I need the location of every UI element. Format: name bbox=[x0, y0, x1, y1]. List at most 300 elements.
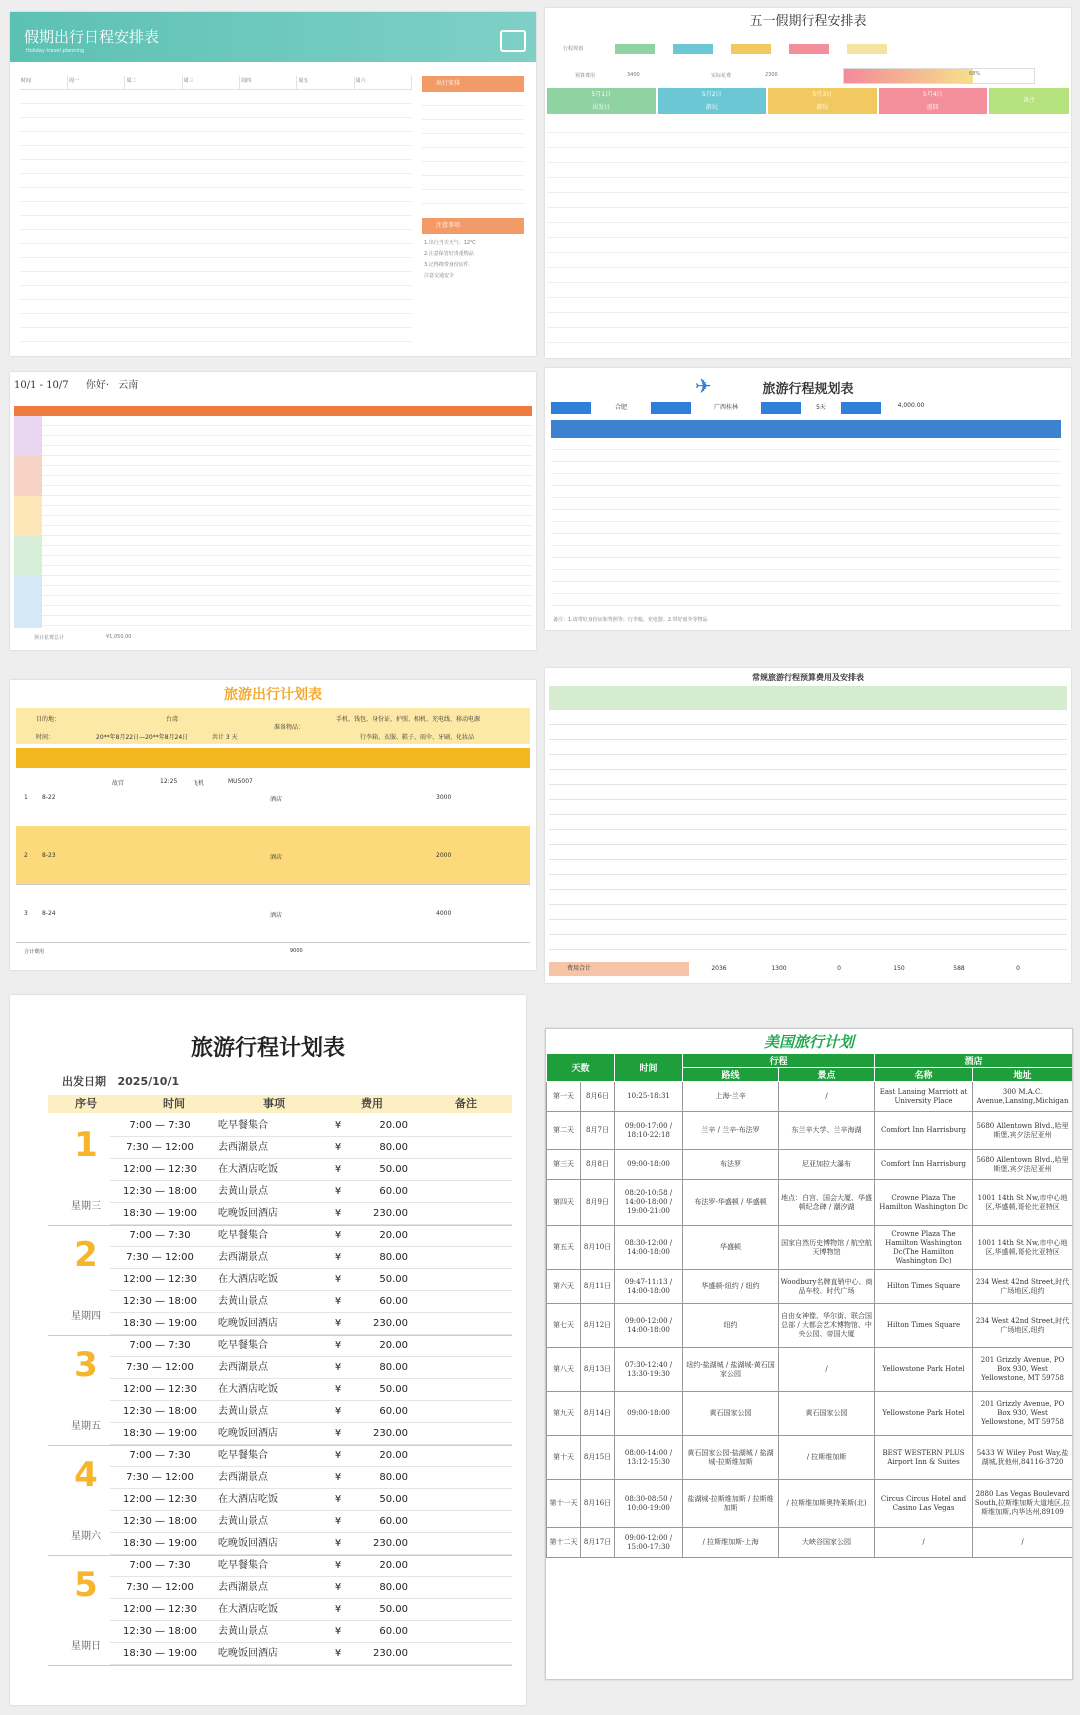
total-value: ¥1,050.00 bbox=[106, 634, 132, 640]
day-column: 5月2日 游玩 bbox=[658, 88, 767, 114]
table-row bbox=[547, 1150, 1073, 1180]
cell-addr: 201 Grizzly Avenue, PO Box 930, West Yellowstone, MT 59758 bbox=[973, 1348, 1073, 1392]
cell-addr: 234 West 42nd Street,时代广场地区,纽约 bbox=[973, 1304, 1073, 1348]
cell-name: Hilton Times Square bbox=[875, 1304, 973, 1348]
table-row bbox=[547, 1112, 1073, 1150]
item-fee: 20.00 bbox=[379, 1340, 408, 1351]
cell-route: 华盛顿 bbox=[683, 1226, 779, 1270]
item-time: 7:00 — 7:30 bbox=[129, 1560, 191, 1571]
item-fee: 80.00 bbox=[379, 1472, 408, 1483]
item-fee: 230.00 bbox=[373, 1208, 408, 1219]
cell-spot: Woodbury名牌直销中心、商品车校、时代广场 bbox=[779, 1270, 875, 1304]
row-place: 故宫 bbox=[112, 780, 125, 787]
cell-name: Yellowstone Park Hotel bbox=[875, 1392, 973, 1436]
cell-spot: 大峡谷国家公园 bbox=[779, 1528, 875, 1558]
day-block bbox=[48, 1115, 512, 1226]
list-item bbox=[110, 1599, 512, 1621]
row-date: 8-22 bbox=[42, 794, 56, 801]
cell-date: 8月13日 bbox=[581, 1348, 615, 1392]
cell-spot: 自由女神像、华尔街、联合国总部 / 大都会艺术博物馆、中央公园、帝国大厦 bbox=[779, 1304, 875, 1348]
item-yen: ¥ bbox=[334, 1120, 342, 1131]
panel-title: 旅游行程计划表 bbox=[190, 1036, 345, 1061]
cell-date: 8月7日 bbox=[581, 1112, 615, 1150]
cell-date: 8月6日 bbox=[581, 1082, 615, 1112]
item-item: 在大酒店吃饭 bbox=[218, 1384, 278, 1395]
cell-name: East Lansing Marriott at University Place bbox=[875, 1082, 973, 1112]
item-fee: 50.00 bbox=[379, 1274, 408, 1285]
row-day: 2 bbox=[24, 852, 28, 859]
notice-title: 注意事项 bbox=[422, 218, 524, 234]
time-value: 20**年8月22日—20**年8月24日 bbox=[96, 734, 189, 741]
item-item: 去黄山景点 bbox=[218, 1186, 268, 1197]
cell-addr: 234 West 42nd Street,时代广场地区,纽约 bbox=[973, 1270, 1073, 1304]
table-row bbox=[547, 1304, 1073, 1348]
item-yen: ¥ bbox=[334, 1428, 342, 1439]
plane-icon: ✈ bbox=[695, 374, 712, 398]
list-item bbox=[110, 1313, 512, 1335]
item-yen: ¥ bbox=[334, 1362, 342, 1373]
day-number: 3 bbox=[74, 1345, 98, 1385]
list-item bbox=[110, 1643, 512, 1665]
cell-addr: 5680 Allentown Blvd.,哈里斯堡,宾夕法尼亚州 bbox=[973, 1112, 1073, 1150]
item-time: 12:30 — 18:00 bbox=[123, 1186, 197, 1197]
item-item: 去西湖景点 bbox=[218, 1142, 268, 1153]
item-time: 7:00 — 7:30 bbox=[129, 1340, 191, 1351]
cell-time: 09:00-17:00 / 18:10-22:18 bbox=[615, 1112, 683, 1150]
item-fee: 80.00 bbox=[379, 1362, 408, 1373]
item-time: 12:00 — 12:30 bbox=[123, 1164, 197, 1175]
item-fee: 230.00 bbox=[373, 1428, 408, 1439]
cell-addr: 2880 Las Vegas Boulevard South,拉斯维加斯大道地区,拉斯维加斯,内华达州,89109 bbox=[973, 1480, 1073, 1528]
cell-name: Yellowstone Park Hotel bbox=[875, 1348, 973, 1392]
item-item: 吃早餐集合 bbox=[218, 1450, 268, 1461]
item-fee: 80.00 bbox=[379, 1142, 408, 1153]
item-yen: ¥ bbox=[334, 1516, 342, 1527]
cell-date: 8月12日 bbox=[581, 1304, 615, 1348]
day-number: 4 bbox=[74, 1455, 98, 1495]
list-item bbox=[110, 1423, 512, 1445]
cell-addr: / bbox=[973, 1528, 1073, 1558]
row-fee: 2000 bbox=[436, 852, 452, 859]
item-time: 7:30 — 12:00 bbox=[126, 1252, 194, 1263]
budget-progress-bar bbox=[843, 68, 1035, 84]
item-item: 去黄山景点 bbox=[218, 1296, 268, 1307]
list-item bbox=[110, 1159, 512, 1181]
budget-table-panel[interactable] bbox=[545, 668, 1071, 983]
cell-date: 8月11日 bbox=[581, 1270, 615, 1304]
day-number: 1 bbox=[74, 1125, 98, 1165]
item-yen: ¥ bbox=[334, 1230, 342, 1241]
total-value: 9000 bbox=[290, 948, 303, 954]
cell-name: Circus Circus Hotel and Casino Las Vegas bbox=[875, 1480, 973, 1528]
cell-time: 08:30-12:00 / 14:00-18:00 bbox=[615, 1226, 683, 1270]
panel-title: 常规旅游行程预算费用及安排表 bbox=[752, 673, 864, 682]
item-item: 在大酒店吃饭 bbox=[218, 1494, 278, 1505]
item-yen: ¥ bbox=[334, 1252, 342, 1263]
header-time: 时间 bbox=[615, 1054, 683, 1082]
item-time: 12:30 — 18:00 bbox=[123, 1516, 197, 1527]
header-hotel-name: 名称 bbox=[875, 1068, 973, 1082]
item-time: 7:00 — 7:30 bbox=[129, 1450, 191, 1461]
item-item: 吃早餐集合 bbox=[218, 1230, 268, 1241]
cell-time: 09:00-18:00 bbox=[615, 1150, 683, 1180]
cell-day: 第十天 bbox=[547, 1436, 581, 1480]
cell-date: 8月8日 bbox=[581, 1150, 615, 1180]
item-item: 在大酒店吃饭 bbox=[218, 1164, 278, 1175]
item-time: 7:30 — 12:00 bbox=[126, 1472, 194, 1483]
item-item: 吃晚饭回酒店 bbox=[218, 1538, 278, 1549]
cell-day: 第六天 bbox=[547, 1270, 581, 1304]
calendar-icon bbox=[500, 30, 526, 52]
item-yen: ¥ bbox=[334, 1186, 342, 1197]
weekday: 星期四 bbox=[71, 1311, 101, 1322]
cell-name: Crowne Plaza The Hamilton Washington Dc bbox=[875, 1180, 973, 1226]
item-fee: 50.00 bbox=[379, 1384, 408, 1395]
cell-route: / 拉斯维加斯-上海 bbox=[683, 1528, 779, 1558]
row-date: 8-23 bbox=[42, 852, 56, 859]
panel-subtitle: Holiday travel planning bbox=[26, 48, 85, 54]
day-column: 5月3日 游玩 bbox=[768, 88, 877, 114]
item-fee: 60.00 bbox=[379, 1406, 408, 1417]
day-block bbox=[48, 1445, 512, 1556]
cell-time: 09:00-18:00 bbox=[615, 1392, 683, 1436]
list-item bbox=[110, 1203, 512, 1225]
item-time: 18:30 — 19:00 bbox=[123, 1538, 197, 1549]
item-yen: ¥ bbox=[334, 1560, 342, 1571]
note-item: 注意交通安全 bbox=[424, 273, 455, 279]
cell-time: 08:30-08:50 / 10:00-19:00 bbox=[615, 1480, 683, 1528]
item-yen: ¥ bbox=[334, 1450, 342, 1461]
item-item: 去西湖景点 bbox=[218, 1472, 268, 1483]
item-yen: ¥ bbox=[334, 1472, 342, 1483]
row-day: 3 bbox=[24, 910, 28, 917]
panel-title: 假期出行日程安排表 bbox=[24, 28, 160, 46]
item-yen: ¥ bbox=[334, 1494, 342, 1505]
total-label: 合计费用 bbox=[24, 949, 45, 955]
item-time: 12:00 — 12:30 bbox=[123, 1274, 197, 1285]
cell-addr: 1001 14th St Nw,市中心地区,华盛顿,哥伦比亚特区 bbox=[973, 1180, 1073, 1226]
cell-route: 盐湖城-拉斯维加斯 / 拉斯维加斯 bbox=[683, 1480, 779, 1528]
day-block bbox=[48, 1335, 512, 1446]
item-item: 去黄山景点 bbox=[218, 1626, 268, 1637]
item-item: 在大酒店吃饭 bbox=[218, 1604, 278, 1615]
item-item: 吃晚饭回酒店 bbox=[218, 1428, 278, 1439]
item-yen: ¥ bbox=[334, 1582, 342, 1593]
item-item: 吃晚饭回酒店 bbox=[218, 1648, 278, 1659]
item-yen: ¥ bbox=[334, 1406, 342, 1417]
row-fee: 3000 bbox=[436, 794, 452, 801]
table-row bbox=[547, 1082, 1073, 1112]
usa-itinerary-table bbox=[546, 1053, 1073, 1558]
item-time: 7:00 — 7:30 bbox=[129, 1120, 191, 1131]
cell-name: Comfort Inn Harrisburg bbox=[875, 1150, 973, 1180]
item-fee: 50.00 bbox=[379, 1164, 408, 1175]
cell-day: 第五天 bbox=[547, 1226, 581, 1270]
item-yen: ¥ bbox=[334, 1208, 342, 1219]
cell-time: 08:00-14:00 / 13:12-15:30 bbox=[615, 1436, 683, 1480]
cell-route: 兰辛 / 兰辛-布法罗 bbox=[683, 1112, 779, 1150]
day-block bbox=[48, 1225, 512, 1336]
item-fee: 230.00 bbox=[373, 1648, 408, 1659]
item-item: 吃早餐集合 bbox=[218, 1120, 268, 1131]
day-column: 备注 bbox=[989, 88, 1069, 114]
dest-label: 目的地： bbox=[36, 716, 61, 723]
holiday-schedule-panel[interactable] bbox=[10, 12, 536, 356]
cell-date: 8月9日 bbox=[581, 1180, 615, 1226]
panel-title: 旅游出行计划表 bbox=[224, 687, 322, 703]
panel-title: 美国旅行计划 bbox=[763, 1033, 854, 1051]
table-row bbox=[547, 1270, 1073, 1304]
list-item bbox=[110, 1489, 512, 1511]
header-hotel-address: 地址 bbox=[973, 1068, 1073, 1082]
cell-spot: 国家自然历史博物馆 / 航空航天博物馆 bbox=[779, 1226, 875, 1270]
cell-time: 09:47-11:13 / 14:00-18:00 bbox=[615, 1270, 683, 1304]
sum-value: 0 bbox=[1016, 965, 1020, 972]
item-fee: 60.00 bbox=[379, 1186, 408, 1197]
item-item: 吃晚饭回酒店 bbox=[218, 1208, 278, 1219]
item-time: 7:30 — 12:00 bbox=[126, 1142, 194, 1153]
cell-day: 第七天 bbox=[547, 1304, 581, 1348]
item-yen: ¥ bbox=[334, 1340, 342, 1351]
note-item: 1.出行当天天气：12℃ bbox=[424, 240, 476, 246]
cell-day: 第十一天 bbox=[547, 1480, 581, 1528]
table-header: 序号 时间 事项 费用 备注 bbox=[48, 1095, 512, 1113]
item-item: 去西湖景点 bbox=[218, 1252, 268, 1263]
table-row bbox=[547, 1528, 1073, 1558]
actual-value: 2300 bbox=[765, 72, 778, 78]
budget-percent: 68% bbox=[969, 71, 981, 77]
item-time: 7:30 — 12:00 bbox=[126, 1582, 194, 1593]
schedule-banner bbox=[10, 12, 536, 62]
header-trip: 行程 bbox=[683, 1054, 875, 1068]
total-label: 预计花费总计 bbox=[34, 635, 65, 641]
table-row bbox=[547, 1392, 1073, 1436]
plan-label: 行程规划 bbox=[563, 46, 584, 52]
cell-name: BEST WESTERN PLUS Airport Inn & Suites bbox=[875, 1436, 973, 1480]
cell-date: 8月10日 bbox=[581, 1226, 615, 1270]
cell-route: 纽约-盐湖城 / 盐湖城-黄石国家公园 bbox=[683, 1348, 779, 1392]
row-time: 12:25 bbox=[160, 778, 178, 785]
departure-date: 出发日期 2025/10/1 bbox=[62, 1075, 180, 1088]
cell-addr: 201 Grizzly Avenue, PO Box 930, West Yellowstone, MT 59758 bbox=[973, 1392, 1073, 1436]
cell-spot: / 拉斯维加斯奥特莱斯(北) bbox=[779, 1480, 875, 1528]
dest-value: 台湾 bbox=[166, 716, 179, 723]
note-item: 2.注意保管好贵重物品 bbox=[424, 251, 474, 257]
sum-value: 1300 bbox=[771, 965, 787, 972]
list-item bbox=[110, 1291, 512, 1313]
item-item: 吃早餐集合 bbox=[218, 1340, 268, 1351]
header-spot: 景点 bbox=[779, 1068, 875, 1082]
may-day-schedule-panel[interactable] bbox=[545, 8, 1071, 358]
header-day: 天数 bbox=[547, 1054, 615, 1082]
weekday: 星期三 bbox=[71, 1201, 101, 1212]
taiwan-plan-panel[interactable] bbox=[10, 680, 536, 970]
table-row bbox=[547, 1480, 1073, 1528]
cell-time: 09:00-12:00 / 15:00-17:30 bbox=[615, 1528, 683, 1558]
day-column: 5月4日 返回 bbox=[879, 88, 988, 114]
day-number: 2 bbox=[74, 1235, 98, 1275]
item-fee: 60.00 bbox=[379, 1516, 408, 1527]
cell-route: 上海-兰辛 bbox=[683, 1082, 779, 1112]
guilin-plan-panel[interactable] bbox=[545, 368, 1071, 630]
table-row bbox=[547, 1226, 1073, 1270]
item-fee: 50.00 bbox=[379, 1604, 408, 1615]
list-item bbox=[110, 1445, 512, 1467]
list-item bbox=[110, 1225, 512, 1247]
table-row bbox=[547, 1348, 1073, 1392]
item-time: 18:30 — 19:00 bbox=[123, 1208, 197, 1219]
list-item bbox=[110, 1269, 512, 1291]
prep-items-1: 手机、钱包、身份证、护照、相机、充电线、移动电源 bbox=[336, 716, 481, 723]
item-time: 12:00 — 12:30 bbox=[123, 1494, 197, 1505]
item-yen: ¥ bbox=[334, 1142, 342, 1153]
item-time: 7:30 — 12:00 bbox=[126, 1362, 194, 1373]
budget-value: 3400 bbox=[627, 72, 640, 78]
row-date: 8-24 bbox=[42, 910, 56, 917]
sum-value: 2036 bbox=[711, 965, 727, 972]
row-hotel: 酒店 bbox=[270, 854, 283, 861]
cell-day: 第二天 bbox=[547, 1112, 581, 1150]
item-item: 去西湖景点 bbox=[218, 1582, 268, 1593]
cell-route: 黄石国家公园 bbox=[683, 1392, 779, 1436]
cell-name: Hilton Times Square bbox=[875, 1270, 973, 1304]
cell-addr: 5433 W Wiley Post Way,盐湖城,犹他州,84116-3720 bbox=[973, 1436, 1073, 1480]
list-item bbox=[110, 1467, 512, 1489]
item-time: 12:00 — 12:30 bbox=[123, 1604, 197, 1615]
prep-items-2: 行李箱、衣服、鞋子、雨伞、牙刷、化妆品 bbox=[360, 734, 475, 741]
cell-date: 8月14日 bbox=[581, 1392, 615, 1436]
cell-time: 08:20-10:58 / 14:00-18:00 / 19:00-21:00 bbox=[615, 1180, 683, 1226]
item-item: 去黄山景点 bbox=[218, 1406, 268, 1417]
cell-date: 8月17日 bbox=[581, 1528, 615, 1558]
cell-name: Crowne Plaza The Hamilton Washington Dc(The Hamilton Washington Dc) bbox=[875, 1226, 973, 1270]
item-time: 7:00 — 7:30 bbox=[129, 1230, 191, 1241]
row-day: 1 bbox=[24, 794, 28, 801]
item-fee: 230.00 bbox=[373, 1318, 408, 1329]
table-row bbox=[547, 1436, 1073, 1480]
greeting: 你好· bbox=[85, 380, 110, 391]
list-item bbox=[110, 1511, 512, 1533]
usa-travel-panel[interactable] bbox=[545, 1028, 1073, 1680]
sum-value: 588 bbox=[953, 965, 965, 972]
weekday: 星期六 bbox=[71, 1531, 101, 1542]
item-yen: ¥ bbox=[334, 1604, 342, 1615]
cell-spot: 地点：白宫、国会大厦、华盛顿纪念碑 / 潮汐湖 bbox=[779, 1180, 875, 1226]
list-item bbox=[110, 1577, 512, 1599]
sum-label: 费用合计 bbox=[549, 962, 609, 976]
item-time: 12:30 — 18:00 bbox=[123, 1296, 197, 1307]
item-item: 在大酒店吃饭 bbox=[218, 1274, 278, 1285]
item-time: 12:30 — 18:00 bbox=[123, 1626, 197, 1637]
weekday: 星期日 bbox=[71, 1641, 101, 1652]
list-item bbox=[110, 1401, 512, 1423]
header-route: 路线 bbox=[683, 1068, 779, 1082]
item-time: 12:30 — 18:00 bbox=[123, 1406, 197, 1417]
panel-title: 旅游行程规划表 bbox=[762, 382, 854, 397]
from-city: 合肥 bbox=[614, 404, 627, 411]
item-time: 12:00 — 12:30 bbox=[123, 1384, 197, 1395]
day-block bbox=[48, 1555, 512, 1666]
cell-route: 华盛顿-纽约 / 纽约 bbox=[683, 1270, 779, 1304]
weekday: 星期五 bbox=[71, 1421, 101, 1432]
cell-addr: 5680 Allentown Blvd.,哈里斯堡,宾夕法尼亚州 bbox=[973, 1150, 1073, 1180]
day-number: 5 bbox=[74, 1565, 98, 1605]
cell-route: 纽约 bbox=[683, 1304, 779, 1348]
cell-date: 8月15日 bbox=[581, 1436, 615, 1480]
cell-day: 第十二天 bbox=[547, 1528, 581, 1558]
item-yen: ¥ bbox=[334, 1164, 342, 1175]
day-column: 5月1日 出发日 bbox=[547, 88, 656, 114]
time-label: 时间： bbox=[36, 734, 55, 741]
item-time: 18:30 — 19:00 bbox=[123, 1648, 197, 1659]
row-flight-no: MU5007 bbox=[228, 778, 253, 785]
cell-route: 黄石国家公园-盐湖城 / 盐湖城-拉斯维加斯 bbox=[683, 1436, 779, 1480]
cell-name: / bbox=[875, 1528, 973, 1558]
cell-time: 10:25-18:31 bbox=[615, 1082, 683, 1112]
list-item bbox=[110, 1357, 512, 1379]
list-item bbox=[110, 1115, 512, 1137]
item-fee: 20.00 bbox=[379, 1120, 408, 1131]
side-info-title: 出行安排 bbox=[422, 76, 524, 92]
cell-day: 第一天 bbox=[547, 1082, 581, 1112]
list-item bbox=[110, 1247, 512, 1269]
row-transport: 飞机 bbox=[192, 780, 205, 787]
cell-route: 布法罗 bbox=[683, 1150, 779, 1180]
item-yen: ¥ bbox=[334, 1274, 342, 1285]
schedule-grid: 时间 周一 周二 周三 周四 周五 周六 bbox=[20, 76, 412, 346]
cell-time: 09:00-12:00 / 14:00-18:00 bbox=[615, 1304, 683, 1348]
item-fee: 20.00 bbox=[379, 1230, 408, 1241]
cell-day: 第九天 bbox=[547, 1392, 581, 1436]
note-text: 备注：1.请带好身份证和驾照等；行李箱，充电器；2.带好雨伞等物品 bbox=[553, 617, 708, 623]
yunnan-itinerary-panel[interactable] bbox=[10, 372, 536, 650]
cell-route: 布法罗-华盛顿 / 华盛顿 bbox=[683, 1180, 779, 1226]
cell-day: 第三天 bbox=[547, 1150, 581, 1180]
list-item bbox=[110, 1137, 512, 1159]
to-city: 广西桂林 bbox=[713, 404, 738, 411]
item-yen: ¥ bbox=[334, 1384, 342, 1395]
cell-day: 第八天 bbox=[547, 1348, 581, 1392]
item-item: 去西湖景点 bbox=[218, 1362, 268, 1373]
sum-value: 0 bbox=[837, 965, 841, 972]
list-item bbox=[110, 1621, 512, 1643]
sum-value: 150 bbox=[893, 965, 905, 972]
list-item bbox=[110, 1335, 512, 1357]
item-fee: 60.00 bbox=[379, 1626, 408, 1637]
table-row bbox=[547, 1180, 1073, 1226]
panel-title: 五一假期行程安排表 bbox=[749, 14, 867, 29]
row-hotel: 酒店 bbox=[270, 796, 283, 803]
cell-spot: 黄石国家公园 bbox=[779, 1392, 875, 1436]
list-item bbox=[110, 1379, 512, 1401]
note-item: 3.记得携带身份证件 bbox=[424, 262, 469, 268]
item-time: 18:30 — 19:00 bbox=[123, 1428, 197, 1439]
trip-days: 5天 bbox=[816, 404, 826, 411]
cell-spot: / 拉斯维加斯 bbox=[779, 1436, 875, 1480]
cell-name: Comfort Inn Harrisburg bbox=[875, 1112, 973, 1150]
item-fee: 80.00 bbox=[379, 1252, 408, 1263]
item-yen: ¥ bbox=[334, 1318, 342, 1329]
travel-itinerary-panel[interactable] bbox=[10, 995, 526, 1705]
item-yen: ¥ bbox=[334, 1648, 342, 1659]
header-hotel: 酒店 bbox=[875, 1054, 1073, 1068]
side-info-box bbox=[422, 76, 524, 286]
list-item bbox=[110, 1181, 512, 1203]
item-yen: ¥ bbox=[334, 1296, 342, 1307]
budget-label: 预算费用 bbox=[575, 73, 596, 79]
date-range: 10/1 - 10/7 bbox=[14, 380, 69, 391]
list-item bbox=[110, 1555, 512, 1577]
